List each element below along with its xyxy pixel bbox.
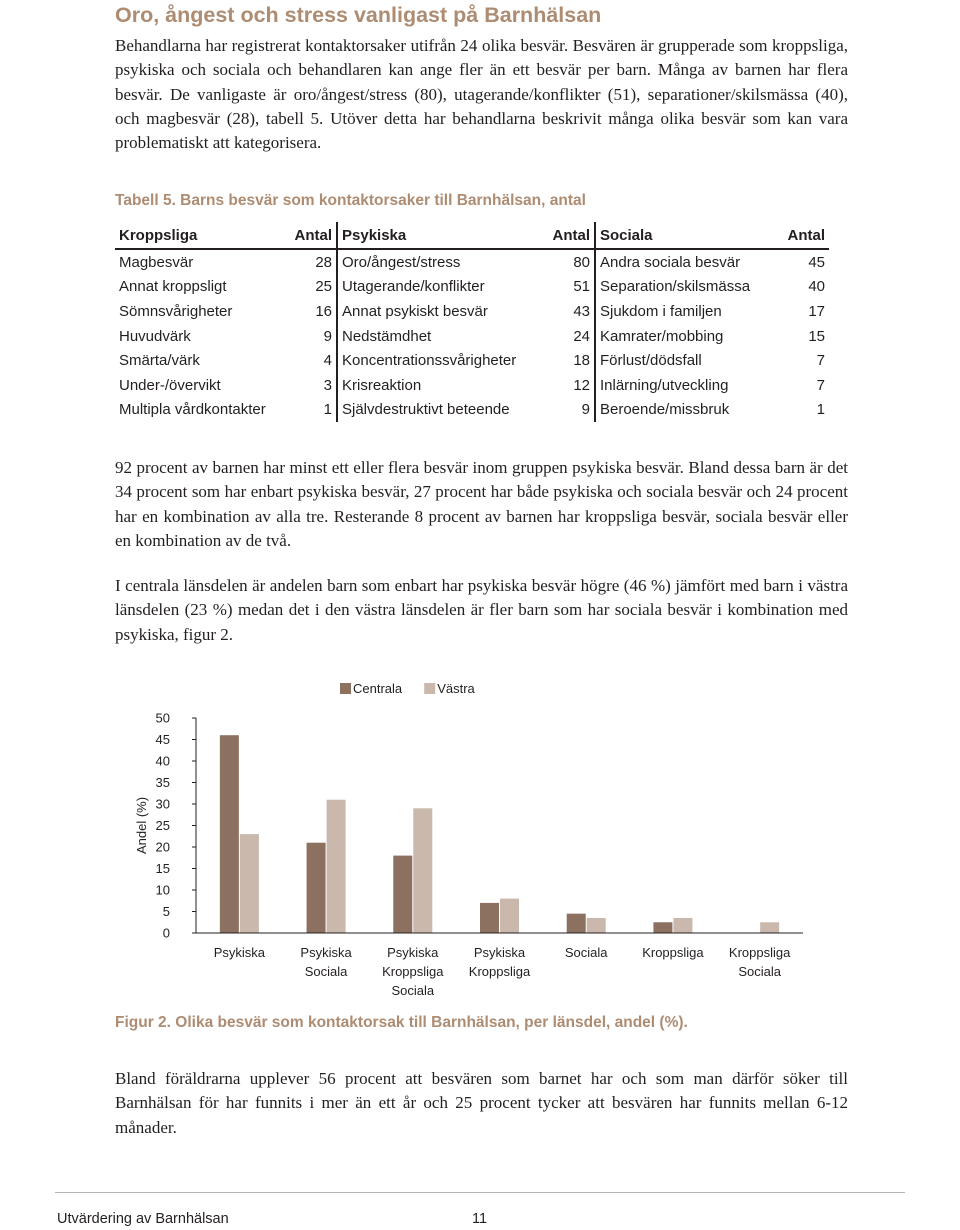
x-tick-label: Psykiska (387, 945, 439, 960)
bar-västra (413, 808, 432, 933)
table-cell: Krisreaktion (342, 376, 422, 394)
table-cell: 1 (283, 398, 337, 423)
y-tick-label: 30 (155, 796, 170, 812)
table-cell: 28 (283, 249, 337, 275)
table-cell: Nedstämdhet (342, 327, 432, 345)
header-antal-sociala: Antal (776, 222, 829, 249)
table-row (115, 373, 829, 398)
complaints-table (115, 222, 829, 422)
footer-divider (55, 1192, 905, 1193)
bar-västra (327, 800, 346, 933)
table-cell: 4 (283, 348, 337, 373)
paragraph-psykiska-besvar: 92 procent av barnen har minst ett eller flera besvär inom gruppen psykiska besvär. Bland dessa barn är det 34 procent som har enbart psykiska besvär, 27 procent har både psykiska och sociala besvär och 24 procent har en kombination av alla tre. Resterande 8 procent av barnen har kroppsliga besvär, sociala besvär eller en kombination av de två. (115, 458, 848, 550)
table-cell: 17 (808, 302, 825, 320)
x-tick-label: Kroppsliga (468, 964, 531, 979)
table-cell: Självdestruktivt beteende (342, 401, 510, 419)
legend-label-västra: Västra (437, 681, 475, 696)
paragraph-lansdelar: I centrala länsdelen är andelen barn som enbart har psykiska besvär högre (46 %) jämfört med barn i västra länsdelen (23 %) medan det i den västra länsdelen är fler barn som har sociala besvär i kombination med psykiska, figur 2. (115, 576, 848, 644)
table-cell: Beroende/missbruk (600, 401, 730, 419)
footer-title: Utvärdering av Barnhälsan (57, 1211, 229, 1227)
x-tick-label: Psykiska (300, 945, 352, 960)
table-cell: Multipla vårdkontakter (119, 401, 266, 419)
x-tick-label: Sociala (738, 964, 781, 979)
x-tick-label: Kroppsliga (728, 945, 791, 960)
table-cell: 51 (536, 275, 595, 300)
bar-västra (500, 899, 519, 933)
table-cell: Utagerande/konflikter (342, 278, 485, 296)
header-antal-kroppsliga: Antal (283, 222, 337, 249)
table-cell: 9 (283, 324, 337, 349)
header-kroppsliga: Kroppsliga (115, 222, 283, 249)
table-row (115, 348, 829, 373)
table-cell: Under-/övervikt (119, 376, 221, 394)
table-cell: 18 (536, 348, 595, 373)
header-sociala: Sociala (595, 222, 776, 249)
x-tick-label: Sociala (391, 983, 435, 998)
bar-chart (115, 670, 835, 1005)
bar-centrala (393, 856, 412, 933)
y-tick-label: 20 (155, 839, 170, 855)
table-cell: Förlust/dödsfall (600, 352, 702, 370)
table-caption: Tabell 5. Barns besvär som kontaktorsaker till Barnhälsan, antal (115, 192, 586, 209)
bar-västra (587, 918, 606, 933)
y-tick-label: 15 (155, 861, 170, 876)
table-cell: Sjukdom i familjen (600, 302, 722, 320)
bar-centrala (220, 735, 239, 933)
bar-västra (673, 918, 692, 933)
table-row (115, 275, 829, 300)
intro-paragraph: Behandlarna har registrerat kontaktorsaker utifrån 24 olika besvär. Besvären är grupperade som kroppsliga, psykiska och sociala och behandlaren kan ange fler än ett besvär per barn. Många av barnen har flera besvär. De vanligaste är oro/ångest/stress (80), utagerande/konflikter (51), separationer/skilsmässa (40), och magbesvär (28), tabell 5. Utöver detta har behandlarna beskrivit många olika besvär som kan vara problematiskt att kategorisera. (115, 36, 848, 153)
x-tick-label: Kroppsliga (382, 964, 444, 979)
page-number: 11 (472, 1211, 488, 1227)
x-tick-label: Sociala (304, 964, 348, 979)
bar-centrala (480, 903, 499, 933)
table-cell: 9 (536, 398, 595, 423)
table-cell: 3 (283, 373, 337, 398)
y-tick-label: 25 (155, 818, 170, 833)
table-cell: Separation/skilsmässa (600, 278, 751, 296)
x-tick-label: Psykiska (473, 945, 526, 960)
y-tick-label: 40 (155, 753, 170, 769)
y-tick-label: 0 (162, 925, 170, 941)
bar-centrala (307, 843, 326, 933)
paragraph-foraldrar: Bland föräldrarna upplever 56 procent att besvären som barnet har och som man därför söker till Barnhälsan för har funnits i mer än ett år och 25 procent tycker att besvären har funnits mellan 6-12 månader. (115, 1069, 848, 1137)
bar-västra (760, 922, 779, 933)
section-heading: Oro, ångest och stress vanligast på Barnhälsan (115, 3, 602, 27)
table-cell: 15 (808, 327, 825, 345)
y-tick-label: 5 (162, 904, 170, 919)
table-cell: 45 (808, 253, 825, 271)
table-cell: 7 (816, 352, 825, 370)
x-tick-label: Kroppsliga (642, 945, 704, 960)
bar-västra (240, 834, 259, 933)
table-cell: Kamrater/mobbing (600, 327, 724, 345)
x-tick-label: Sociala (564, 945, 608, 960)
figure-caption: Figur 2. Olika besvär som kontaktorsak till Barnhälsan, per länsdel, andel (%). (115, 1014, 688, 1031)
table-cell: 40 (808, 278, 825, 296)
table-cell: Sömnsvårigheter (119, 302, 233, 320)
table-row (115, 398, 829, 423)
y-axis-title: Andel (%) (134, 796, 149, 855)
table-cell: Oro/ångest/stress (342, 253, 461, 271)
bar-centrala (567, 914, 586, 933)
table-cell: Inlärning/utveckling (600, 376, 729, 394)
legend-swatch-västra (424, 683, 435, 694)
table-cell: Koncentrationssvårigheter (342, 352, 517, 370)
table-row (115, 249, 829, 275)
table-cell: 43 (536, 299, 595, 324)
table-row (115, 324, 829, 349)
table-cell: 12 (536, 373, 595, 398)
table-cell: 80 (536, 249, 595, 275)
table-cell: Magbesvär (119, 253, 194, 271)
header-psykiska: Psykiska (337, 222, 536, 249)
legend-swatch-centrala (340, 683, 351, 694)
legend-label-centrala: Centrala (353, 681, 403, 696)
y-tick-label: 35 (155, 775, 170, 790)
header-antal-psykiska: Antal (536, 222, 595, 249)
table-cell: Smärta/värk (119, 352, 200, 370)
table-cell: 16 (283, 299, 337, 324)
table-header-row (115, 222, 829, 249)
table-cell: 24 (536, 324, 595, 349)
table-cell: 25 (283, 275, 337, 300)
table-cell: Annat psykiskt besvär (342, 302, 488, 320)
table-cell: Annat kroppsligt (119, 278, 227, 296)
bar-centrala (653, 922, 672, 933)
table-cell: Huvudvärk (119, 327, 191, 345)
y-tick-label: 10 (155, 882, 170, 898)
x-tick-label: Psykiska (213, 945, 266, 960)
table-cell: Andra sociala besvär (600, 253, 741, 271)
table-cell: 7 (816, 376, 825, 394)
table-cell: 1 (816, 401, 825, 419)
y-tick-label: 45 (155, 732, 170, 747)
y-tick-label: 50 (155, 710, 170, 726)
table-row (115, 299, 829, 324)
